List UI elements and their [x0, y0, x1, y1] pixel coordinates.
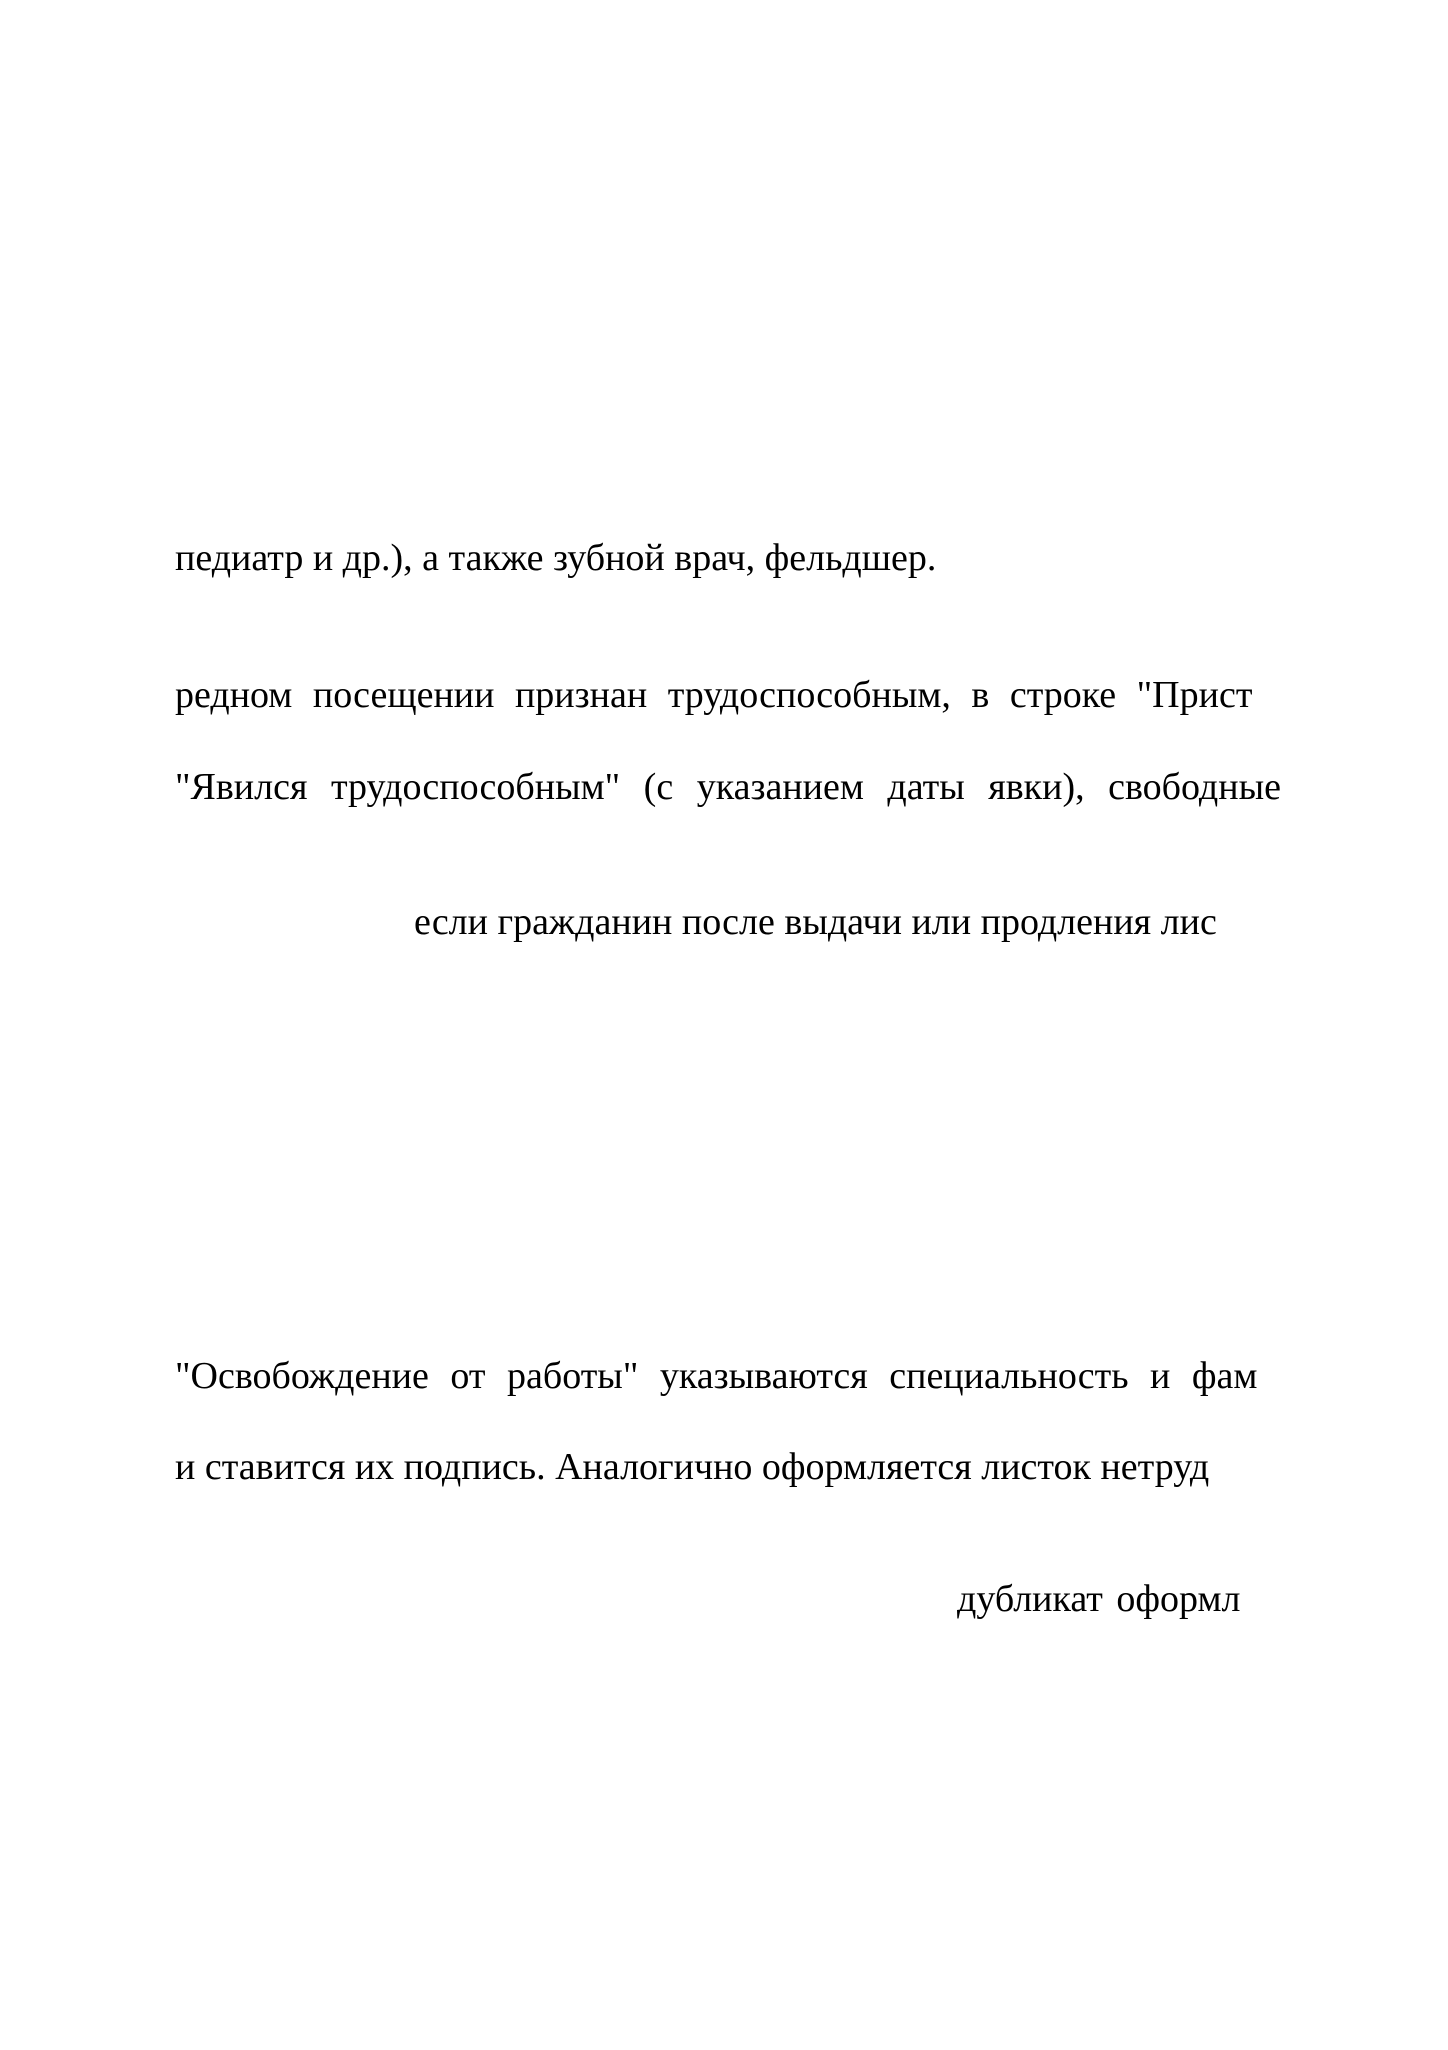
- text-line-7: дубликат оформл: [957, 1578, 1241, 1620]
- text-line-4: если гражданин после выдачи или продления лис: [414, 901, 1217, 943]
- text-line-1: педиатр и др.), а также зубной врач, фельдшер.: [175, 537, 937, 579]
- text-line-6: и ставится их подпись. Аналогично оформляется листок нетруд: [175, 1446, 1210, 1488]
- text-line-2: редном посещении признан трудоспособным, в строке "Прист: [175, 674, 1253, 716]
- text-line-5: "Освобождение от работы" указываются специальность и фам: [175, 1355, 1258, 1397]
- text-line-3: "Явился трудоспособным" (с указанием даты явки), свободные: [175, 766, 1281, 808]
